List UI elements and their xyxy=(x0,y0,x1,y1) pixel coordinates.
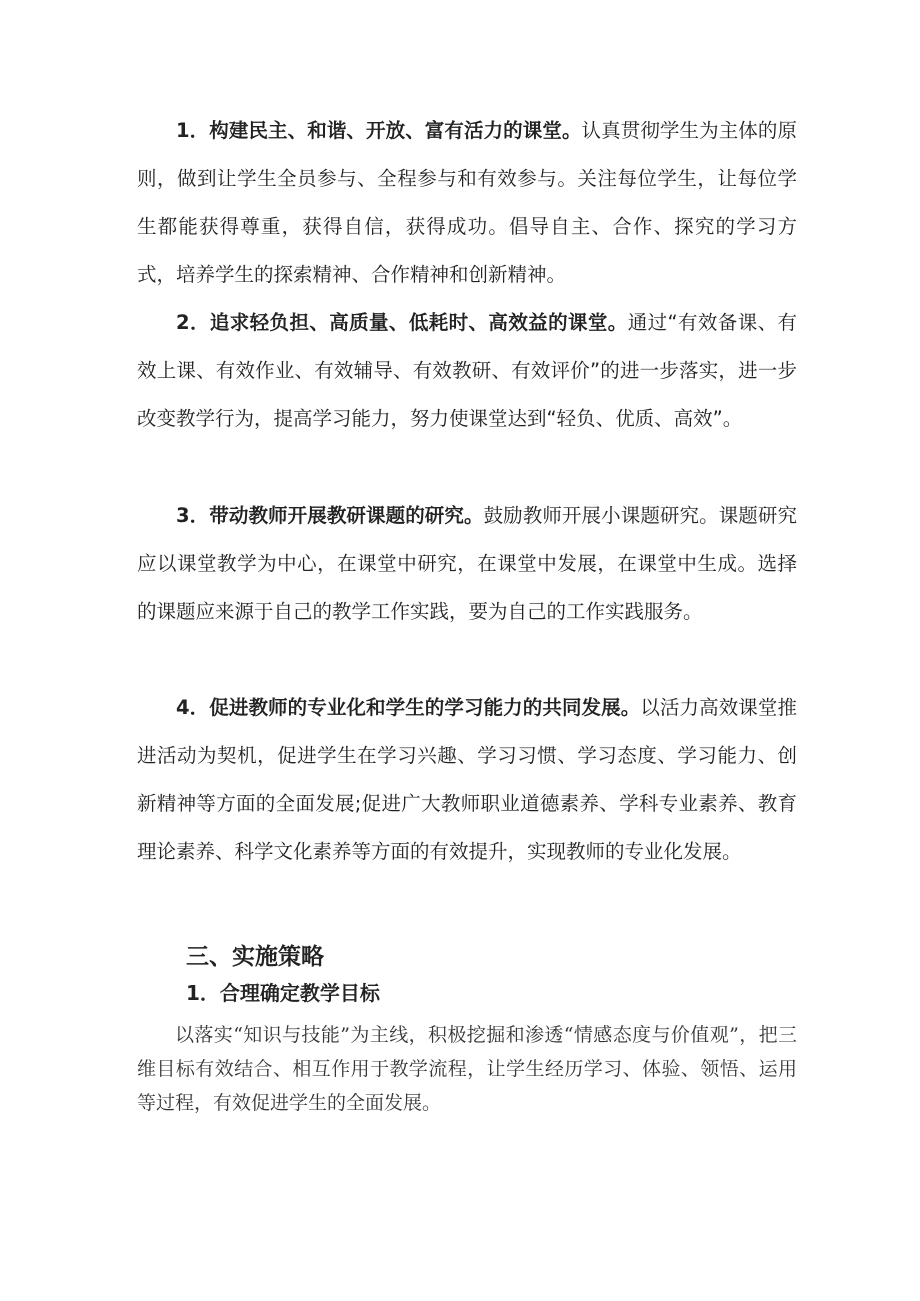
paragraph-1-lead: 1．构建民主、和谐、开放、富有活力的课堂。 xyxy=(176,119,582,142)
paragraph-1 xyxy=(137,107,797,299)
paragraph-1-body: 认真贯彻学生为主体的原则，做到让学生全员参与、全程参与和有效参与。关注每位学生，让每位学生都能获得尊重，获得自信，获得成功。倡导自主、合作、探究的学习方式，培养学生的探索精神、合作精神和创新精神。 xyxy=(137,119,797,286)
paragraph-4 xyxy=(137,684,797,876)
paragraph-3-body: 鼓励教师开展小课题研究。课题研究应以课堂教学为中心，在课堂中研究，在课堂中发展，在课堂中生成。选择的课题应来源于自己的教学工作实践，要为自己的工作实践服务。 xyxy=(137,504,797,623)
paragraph-4-lead: 4．促进教师的专业化和学生的学习能力的共同发展。 xyxy=(176,696,641,719)
paragraph-2-body: 通过“有效备课、有效上课、有效作业、有效辅导、有效教研、有效评价”的进一步落实，进一步改变教学行为，提高学习能力，努力使课堂达到“轻负、优质、高效”。 xyxy=(137,311,797,430)
paragraph-3 xyxy=(137,492,797,636)
section-body: 以落实“知识与技能”为主线，积极挖掘和渗透“情感态度与价值观”，把三维目标有效结合、相互作用于教学流程，让学生经历学习、体验、领悟、运用等过程，有效促进学生的全面发展。 xyxy=(137,1024,797,1114)
section-heading: 三、实施策略 xyxy=(186,944,324,970)
paragraph-4-body: 以活力高效课堂推进活动为契机，促进学生在学习兴趣、学习习惯、学习态度、学习能力、创新精神等方面的全面发展;促进广大教师职业道德素养、学科专业素养、教育理论素养、科学文化素养等方面的有效提升，实现教师的专业化发展。 xyxy=(137,696,797,863)
section-subheading: 1．合理确定教学目标 xyxy=(186,981,380,1005)
paragraph-2-lead: 2．追求轻负担、高质量、低耗时、高效益的课堂。 xyxy=(176,311,628,334)
paragraph-2 xyxy=(137,299,797,443)
paragraph-3-lead: 3．带动教师开展教研课题的研究。 xyxy=(176,504,484,527)
